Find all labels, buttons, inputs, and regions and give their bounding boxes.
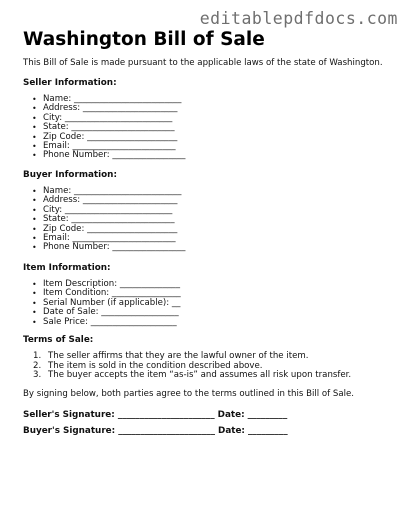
term-item	[33, 371, 351, 381]
buyer-phone-field[interactable]: • Phone Number: _________________	[23, 243, 185, 252]
seller-phone-field[interactable]: • Phone Number: _________________	[23, 151, 185, 160]
term-number: 2.	[33, 360, 42, 371]
site-watermark: editablepdfdocs.com	[199, 9, 398, 28]
buyer-field-list	[23, 187, 185, 253]
buyer-email-field[interactable]: • Email: ________________________	[23, 234, 185, 243]
seller-signature-line[interactable]: Seller's Signature: ______________________ Date: _________	[23, 410, 288, 420]
serial-number-field[interactable]: • Serial Number (if applicable): __	[23, 299, 181, 308]
buyer-signature-line[interactable]: Buyer's Signature: ______________________ Date: _________	[23, 426, 288, 436]
item-field-list	[23, 280, 181, 327]
term-text: The item is sold in the condition described above.	[48, 360, 263, 371]
item-condition-field[interactable]: • Item Condition: ________________	[23, 289, 181, 298]
buyer-name-field[interactable]: • Name: _________________________	[23, 187, 185, 196]
item-description-field[interactable]: • Item Description: ______________	[23, 280, 181, 289]
intro-paragraph: This Bill of Sale is made pursuant to the applicable laws of the state of Washington.	[23, 58, 383, 68]
terms-list	[33, 352, 351, 381]
sale-price-field[interactable]: • Sale Price: ____________________	[23, 318, 181, 327]
seller-heading: Seller Information:	[23, 78, 117, 88]
seller-state-field[interactable]: • State: ________________________	[23, 123, 185, 132]
term-text: The buyer accepts the item “as-is” and assumes all risk upon transfer.	[48, 370, 352, 381]
term-text: The seller affirms that they are the lawful owner of the item.	[48, 351, 309, 361]
seller-field-list	[23, 95, 185, 161]
seller-email-field[interactable]: • Email: ________________________	[23, 142, 185, 151]
seller-address-field[interactable]: • Address: ______________________	[23, 104, 185, 113]
buyer-city-field[interactable]: • City: _________________________	[23, 206, 185, 215]
document-title: Washington Bill of Sale	[23, 29, 265, 50]
closing-statement: By signing below, both parties agree to the terms outlined in this Bill of Sale.	[23, 389, 355, 399]
buyer-state-field[interactable]: • State: ________________________	[23, 215, 185, 224]
date-of-sale-field[interactable]: • Date of Sale: __________________	[23, 308, 181, 317]
buyer-heading: Buyer Information:	[23, 170, 117, 180]
seller-zip-field[interactable]: • Zip Code: _____________________	[23, 133, 185, 142]
terms-heading: Terms of Sale:	[23, 335, 94, 345]
item-heading: Item Information:	[23, 263, 111, 273]
term-number: 1.	[33, 351, 42, 361]
seller-name-field[interactable]: • Name: _________________________	[23, 95, 185, 104]
buyer-address-field[interactable]: • Address: ______________________	[23, 196, 185, 205]
seller-city-field[interactable]: • City: _________________________	[23, 114, 185, 123]
buyer-zip-field[interactable]: • Zip Code: _____________________	[23, 225, 185, 234]
term-number: 3.	[33, 370, 42, 381]
